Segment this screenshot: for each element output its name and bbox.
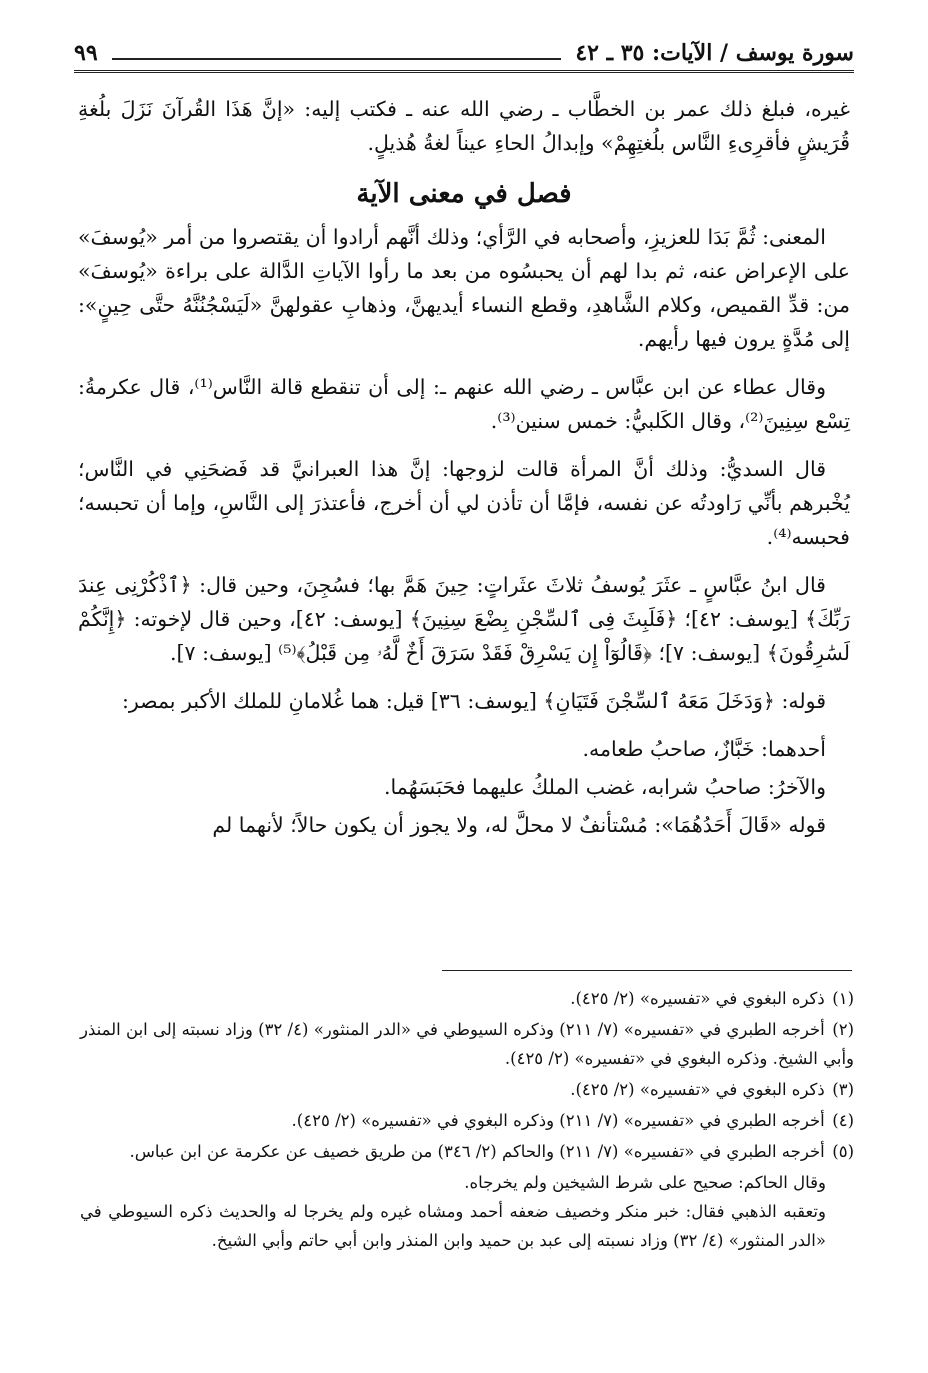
footnote-number: (٤) (832, 1111, 854, 1130)
footnote-5 (80, 1137, 854, 1166)
footnotes (80, 984, 854, 1255)
paragraph-3: وقال عطاء عن ابن عبَّاس ـ رضي الله عنهم ـ: إلى أن تنقطع قالة النَّاس⁽¹⁾، قال عكرمةُ: تِسْع سِنِينَ⁽²⁾، وقال الكَلبيُّ: خمس سنين⁽³⁾. (78, 375, 850, 433)
footnote-5-continuation: وقال الحاكم: صحيح على شرط الشيخين ولم يخرجاه. (464, 1173, 826, 1192)
footnote-text: ذكره البغوي في «تفسيره» (٢/ ٤٢٥). (570, 1080, 825, 1099)
paragraph-6: قوله: ﴿وَدَخَلَ مَعَهُ ٱلسِّجْنَ فَتَيَانِ﴾ [يوسف: ٣٦] قيل: هما غُلامانِ للملك الأكبر بمصر: (121, 689, 826, 713)
footnote-separator (442, 970, 852, 971)
chapter-title: سورة يوسف / الآيات: ٣٥ ـ ٤٢ (575, 40, 854, 66)
paragraph-8: والآخرُ: صاحبُ شرابه، غضب الملكُ عليهما فحَبَسَهُما. (383, 775, 826, 799)
footnote-1 (80, 984, 854, 1013)
paragraph-1: غيره، فبلغ ذلك عمر بن الخطَّاب ـ رضي الله عنه ـ فكتب إليه: «إنَّ هَذَا القُرآنَ نَزَلَ بلُغةِ قُرَيشٍ فأقرِىءِ النَّاس بلُغتِهِمْ» وإبدالُ الحاءِ عيناً لغةُ هُذيلٍ. (78, 97, 850, 155)
section-heading: فصل في معنى الآية (356, 179, 572, 209)
running-header (74, 30, 854, 68)
header-rule (112, 58, 562, 60)
main-text (78, 92, 850, 856)
page-number: ٩٩ (74, 40, 98, 66)
footnote-text: ذكره البغوي في «تفسيره» (٢/ ٤٢٥). (570, 989, 825, 1008)
footnote-text: أخرجه الطبري في «تفسيره» (٧/ ٢١١) والحاكم (٢/ ٣٤٦) من طريق خصيف عن عكرمة عن ابن عباس. (129, 1142, 825, 1161)
footnote-5-continuation-2: وتعقبه الذهبي فقال: خبر منكر وخصيف ضعفه أحمد ومشاه غيره ولم يخرجا له والحديث ذكره السيوطي في «الدر المنثور» (٤/ ٣٢) وزاد نسبته إلى عبد بن حميد وابن المنذر وابن أبي حاتم وأبي الشيخ. (80, 1202, 826, 1250)
footnote-number: (٣) (832, 1080, 854, 1099)
footnote-3 (80, 1075, 854, 1104)
paragraph-9: قوله «قَالَ أَحَدُهُمَا»: مُسْتأنفٌ لا محلَّ له، ولا يجوز أن يكون حالاً؛ لأنهما لم (212, 813, 826, 837)
footnote-number: (٥) (832, 1142, 854, 1161)
header-divider (74, 70, 854, 73)
footnote-text: أخرجه الطبري في «تفسيره» (٧/ ٢١١) وذكره السيوطي في «الدر المنثور» (٤/ ٣٢) وزاد نسبته إلى ابن المنذر وأبي الشيخ. وذكره البغوي في «تفسيره» (٢/ ٤٢٥). (80, 1020, 854, 1068)
paragraph-5: قال ابنُ عبَّاسٍ ـ عثَرَ يُوسفُ ثلاثَ عثَراتٍ: حِينَ هَمَّ بها؛ فسُجِنَ، وحين قال: ﴿ٱذْكُرْنِى عِندَ رَبِّكَ﴾ [يوسف: ٤٢]؛ ﴿فَلَبِثَ فِى ٱلسِّجْنِ بِضْعَ سِنِينَ﴾ [يوسف: ٤٢]، وحين قال لإخوته: ﴿إِنَّكُمْ لَسَٰرِقُونَ﴾ [يوسف: ٧]؛ ﴿قَالُوٓاْ إِن يَسْرِقْ فَقَدْ سَرَقَ أَخٌ لَّهُۥ مِن قَبْلُ﴾⁽⁵⁾ [يوسف: ٧]. (78, 573, 850, 665)
footnote-number: (٢) (832, 1020, 855, 1039)
paragraph-7: أحدهما: خَبَّازٌ، صاحبُ طعامه. (582, 737, 826, 761)
footnote-text: أخرجه الطبري في «تفسيره» (٧/ ٢١١) وذكره البغوي في «تفسيره» (٢/ ٤٢٥). (291, 1111, 825, 1130)
footnote-4 (80, 1106, 854, 1135)
footnote-number: (١) (832, 989, 854, 1008)
footnote-2 (80, 1015, 854, 1073)
paragraph-2: المعنى: ثُمَّ بَدَا للعزيزِ، وأصحابه في الرَّأي؛ وذلك أنَّهم أرادوا أن يقتصروا من أمر «يُوسفَ» على الإعراض عنه، ثم بدا لهم أن يحبسُوه من بعد ما رأوا الآياتِ الدَّالة على براءة «يُوسفَ» من: قدِّ القميص، وكلام الشَّاهدِ، وقطع النساء أيديهنَّ، وذهابِ عقولهنَّ «لَيَسْجُنُنَّهُ حتَّى حِينٍ»: إلى مُدَّةٍ يرون فيها رأيهم. (78, 225, 850, 351)
paragraph-4: قال السديُّ: وذلك أنَّ المرأة قالت لزوجها: إنَّ هذا العبرانيَّ قد فَضحَنِي في النَّاس؛ يُخْبرهم بأنِّي رَاودتُه عن نفسه، فإمَّا أن تأذن لي أن أخرج، فأعتذرَ إلى النَّاسِ، وإما أن تحبسه؛ فحبسه⁽⁴⁾. (78, 457, 850, 549)
